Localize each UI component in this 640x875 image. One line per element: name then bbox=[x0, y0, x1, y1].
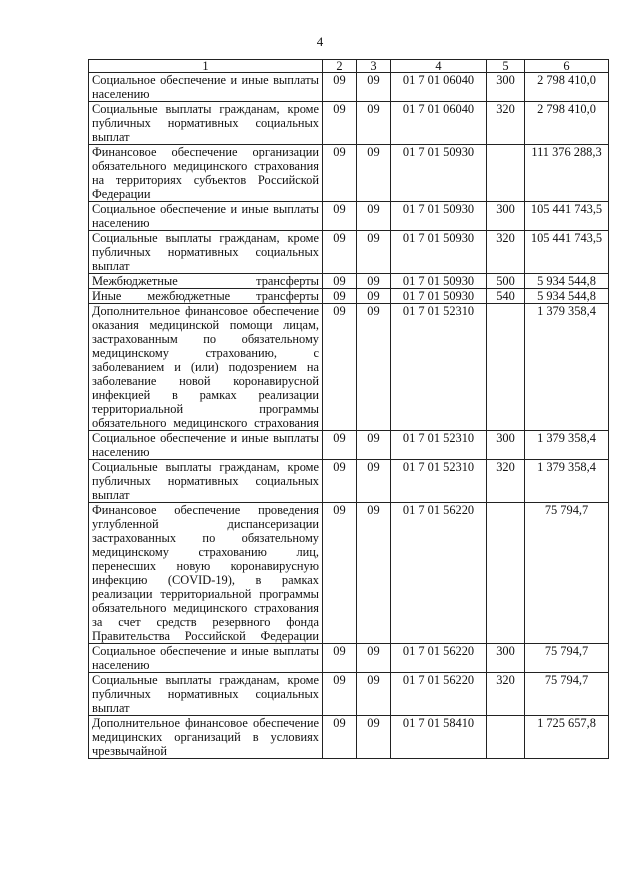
header-row bbox=[89, 60, 609, 73]
row-amount: 75 794,7 bbox=[525, 503, 609, 644]
table-row bbox=[89, 460, 609, 503]
row-name: Финансовое обеспечение проведения углубленной диспансеризации застрахованных по обязательному медицинскому страхованию лиц, перенесших новую коронавирусную инфекцию (COVID-19), в рамках реализации территориальной программы обязательного медицинского страхования за счет средств резервного фонда Правительства Российской Федерации bbox=[89, 503, 323, 644]
row-expense-type bbox=[487, 716, 525, 759]
row-target-code: 01 7 01 50930 bbox=[391, 145, 487, 202]
row-expense-type: 320 bbox=[487, 673, 525, 716]
row-subsection: 09 bbox=[357, 231, 391, 274]
row-target-code: 01 7 01 58410 bbox=[391, 716, 487, 759]
row-expense-type: 540 bbox=[487, 289, 525, 304]
table-row bbox=[89, 274, 609, 289]
row-name: Социальное обеспечение и иные выплаты населению bbox=[89, 202, 323, 231]
row-target-code: 01 7 01 56220 bbox=[391, 644, 487, 673]
row-amount: 5 934 544,8 bbox=[525, 289, 609, 304]
row-name: Социальные выплаты гражданам, кроме публичных нормативных социальных выплат bbox=[89, 673, 323, 716]
row-name: Социальные выплаты гражданам, кроме публичных нормативных социальных выплат bbox=[89, 102, 323, 145]
row-amount: 5 934 544,8 bbox=[525, 274, 609, 289]
table-row bbox=[89, 673, 609, 716]
header-col-4: 4 bbox=[391, 60, 487, 73]
row-subsection: 09 bbox=[357, 145, 391, 202]
row-subsection: 09 bbox=[357, 289, 391, 304]
header-col-6: 6 bbox=[525, 60, 609, 73]
row-expense-type: 500 bbox=[487, 274, 525, 289]
row-section: 09 bbox=[323, 274, 357, 289]
row-name: Социальное обеспечение и иные выплаты населению bbox=[89, 431, 323, 460]
row-name: Иные межбюджетные трансферты bbox=[89, 289, 323, 304]
row-subsection: 09 bbox=[357, 274, 391, 289]
row-name: Дополнительное финансовое обеспечение оказания медицинской помощи лицам, застрахованным по обязательному медицинскому страхованию, с заболеванием и (или) подозрением на заболевание новой коронавирусной инфекцией в рамках реализации территориальной программы обязательного медицинского страхования bbox=[89, 304, 323, 431]
table-row bbox=[89, 202, 609, 231]
row-subsection: 09 bbox=[357, 431, 391, 460]
row-section: 09 bbox=[323, 231, 357, 274]
row-amount: 2 798 410,0 bbox=[525, 73, 609, 102]
table-row bbox=[89, 716, 609, 759]
row-target-code: 01 7 01 56220 bbox=[391, 503, 487, 644]
row-section: 09 bbox=[323, 431, 357, 460]
table-row bbox=[89, 145, 609, 202]
row-name: Социальное обеспечение и иные выплаты населению bbox=[89, 644, 323, 673]
row-name: Межбюджетные трансферты bbox=[89, 274, 323, 289]
row-section: 09 bbox=[323, 716, 357, 759]
row-amount: 1 379 358,4 bbox=[525, 460, 609, 503]
row-target-code: 01 7 01 56220 bbox=[391, 673, 487, 716]
row-target-code: 01 7 01 52310 bbox=[391, 431, 487, 460]
row-amount: 1 379 358,4 bbox=[525, 431, 609, 460]
row-expense-type: 300 bbox=[487, 431, 525, 460]
row-amount: 75 794,7 bbox=[525, 673, 609, 716]
table-row bbox=[89, 289, 609, 304]
budget-table bbox=[88, 59, 609, 759]
row-subsection: 09 bbox=[357, 460, 391, 503]
table-row bbox=[89, 304, 609, 431]
row-target-code: 01 7 01 50930 bbox=[391, 289, 487, 304]
row-target-code: 01 7 01 06040 bbox=[391, 102, 487, 145]
row-section: 09 bbox=[323, 644, 357, 673]
row-target-code: 01 7 01 50930 bbox=[391, 202, 487, 231]
table-row bbox=[89, 231, 609, 274]
row-name: Социальное обеспечение и иные выплаты населению bbox=[89, 73, 323, 102]
row-subsection: 09 bbox=[357, 716, 391, 759]
row-target-code: 01 7 01 52310 bbox=[391, 304, 487, 431]
table-row bbox=[89, 431, 609, 460]
row-name: Финансовое обеспечение организации обязательного медицинского страхования на территориях субъектов Российской Федерации bbox=[89, 145, 323, 202]
row-section: 09 bbox=[323, 304, 357, 431]
table-row bbox=[89, 73, 609, 102]
row-section: 09 bbox=[323, 102, 357, 145]
row-section: 09 bbox=[323, 673, 357, 716]
header-col-2: 2 bbox=[323, 60, 357, 73]
row-name: Дополнительное финансовое обеспечение медицинских организаций в условиях чрезвычайной bbox=[89, 716, 323, 759]
row-expense-type bbox=[487, 304, 525, 431]
row-amount: 105 441 743,5 bbox=[525, 202, 609, 231]
row-amount: 75 794,7 bbox=[525, 644, 609, 673]
row-amount: 1 379 358,4 bbox=[525, 304, 609, 431]
page-number: 4 bbox=[316, 34, 324, 49]
row-subsection: 09 bbox=[357, 202, 391, 231]
row-target-code: 01 7 01 50930 bbox=[391, 274, 487, 289]
row-expense-type: 320 bbox=[487, 460, 525, 503]
row-expense-type: 300 bbox=[487, 644, 525, 673]
row-section: 09 bbox=[323, 202, 357, 231]
row-name: Социальные выплаты гражданам, кроме публичных нормативных социальных выплат bbox=[89, 231, 323, 274]
row-target-code: 01 7 01 52310 bbox=[391, 460, 487, 503]
row-subsection: 09 bbox=[357, 73, 391, 102]
row-expense-type bbox=[487, 503, 525, 644]
row-section: 09 bbox=[323, 289, 357, 304]
row-section: 09 bbox=[323, 503, 357, 644]
row-subsection: 09 bbox=[357, 673, 391, 716]
row-target-code: 01 7 01 06040 bbox=[391, 73, 487, 102]
row-amount: 111 376 288,3 bbox=[525, 145, 609, 202]
row-expense-type: 300 bbox=[487, 73, 525, 102]
header-col-1: 1 bbox=[89, 60, 323, 73]
row-amount: 2 798 410,0 bbox=[525, 102, 609, 145]
row-amount: 105 441 743,5 bbox=[525, 231, 609, 274]
table-row bbox=[89, 644, 609, 673]
table-row bbox=[89, 503, 609, 644]
row-section: 09 bbox=[323, 145, 357, 202]
row-name: Социальные выплаты гражданам, кроме публичных нормативных социальных выплат bbox=[89, 460, 323, 503]
row-expense-type: 320 bbox=[487, 231, 525, 274]
row-section: 09 bbox=[323, 460, 357, 503]
row-target-code: 01 7 01 50930 bbox=[391, 231, 487, 274]
row-expense-type bbox=[487, 145, 525, 202]
row-amount: 1 725 657,8 bbox=[525, 716, 609, 759]
row-subsection: 09 bbox=[357, 503, 391, 644]
row-expense-type: 320 bbox=[487, 102, 525, 145]
row-subsection: 09 bbox=[357, 644, 391, 673]
row-expense-type: 300 bbox=[487, 202, 525, 231]
header-col-5: 5 bbox=[487, 60, 525, 73]
row-subsection: 09 bbox=[357, 304, 391, 431]
row-section: 09 bbox=[323, 73, 357, 102]
row-subsection: 09 bbox=[357, 102, 391, 145]
table-row bbox=[89, 102, 609, 145]
header-col-3: 3 bbox=[357, 60, 391, 73]
